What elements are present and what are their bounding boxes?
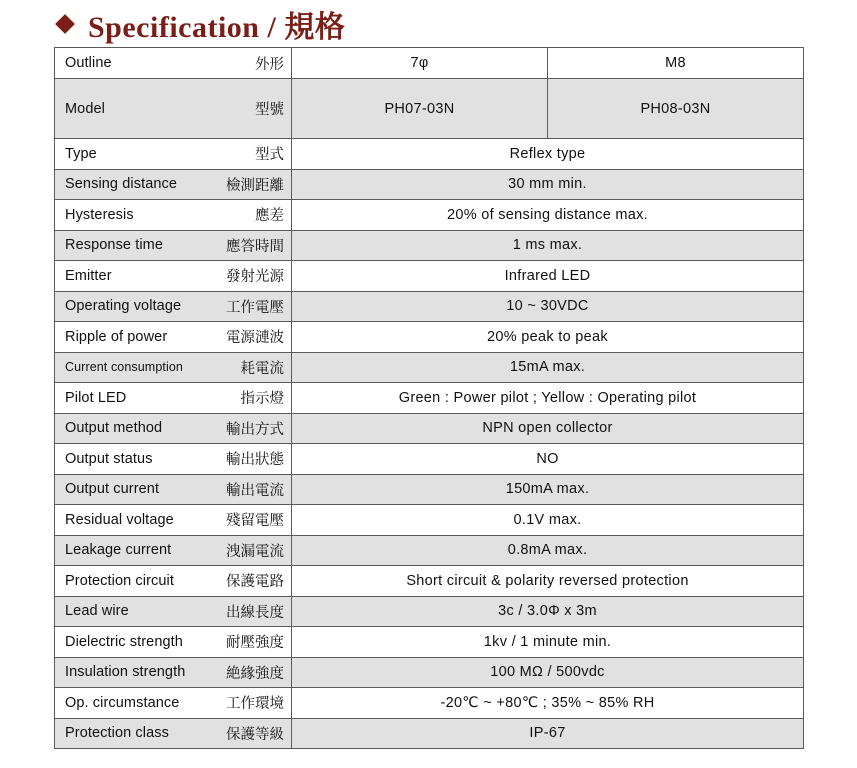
- row-label: [55, 322, 292, 353]
- row-label: [55, 200, 292, 231]
- row-label: [55, 535, 292, 566]
- row-label: [55, 627, 292, 658]
- label-zh: 電源漣波: [226, 330, 284, 347]
- table-row: [55, 230, 804, 261]
- row-label: [55, 566, 292, 597]
- table-row: [55, 627, 804, 658]
- row-value: -20℃ ~ +80℃ ; 35% ~ 85% RH: [292, 688, 804, 719]
- row-label: [55, 291, 292, 322]
- outline-col-1: 7φ: [292, 48, 548, 79]
- row-value: Green : Power pilot ; Yellow : Operating pilot: [292, 383, 804, 414]
- label-zh: 發射光源: [226, 269, 284, 286]
- row-label: [55, 169, 292, 200]
- label-zh: 輸出方式: [226, 421, 284, 438]
- label-en: Residual voltage: [65, 511, 174, 528]
- label-zh: 保護等級: [226, 726, 284, 743]
- label-en: Output current: [65, 481, 160, 498]
- row-label: [55, 596, 292, 627]
- label-zh: 工作電壓: [226, 299, 284, 316]
- label-zh: 耗電流: [240, 360, 284, 377]
- heading-separator: /: [259, 11, 285, 44]
- label-zh: 耐壓強度: [226, 635, 284, 652]
- row-value: 3c / 3.0Φ x 3m: [292, 596, 804, 627]
- label-en: Lead wire: [65, 603, 129, 620]
- label-zh: 型號: [255, 102, 284, 118]
- label-zh: 型式: [255, 147, 284, 164]
- table-row: [55, 413, 804, 444]
- row-value: 30 mm min.: [292, 169, 804, 200]
- row-label: [55, 383, 292, 414]
- label-en: Pilot LED: [65, 389, 127, 406]
- row-value: Infrared LED: [292, 261, 804, 292]
- table-row: [55, 566, 804, 597]
- label-zh: 應差: [255, 208, 284, 225]
- model-col-2: PH08-03N: [548, 79, 804, 139]
- label-zh: 輸出電流: [226, 482, 284, 499]
- row-value: 1kv / 1 minute min.: [292, 627, 804, 658]
- table-row: [55, 352, 804, 383]
- heading-title-zh: 規格: [284, 11, 346, 44]
- row-value: 15mA max.: [292, 352, 804, 383]
- row-value: 1 ms max.: [292, 230, 804, 261]
- label-en: Operating voltage: [65, 298, 182, 315]
- label-en: Dielectric strength: [65, 633, 183, 650]
- row-label: [55, 79, 292, 139]
- row-label: [55, 261, 292, 292]
- row-value: IP-67: [292, 718, 804, 749]
- label-en: Type: [65, 145, 97, 162]
- label-zh: 指示燈: [240, 391, 284, 408]
- label-zh: 工作環境: [226, 696, 284, 713]
- table-row: [55, 261, 804, 292]
- row-label: [55, 139, 292, 170]
- heading-title-en: Specification: [88, 11, 260, 44]
- row-label: [55, 230, 292, 261]
- outline-col-2: M8: [548, 48, 804, 79]
- label-zh: 應答時間: [226, 238, 284, 255]
- specification-table: [54, 47, 804, 749]
- label-en: Leakage current: [65, 542, 172, 559]
- row-label: [55, 657, 292, 688]
- label-en: Insulation strength: [65, 664, 186, 681]
- table-row: [55, 291, 804, 322]
- label-zh: 保護電路: [226, 574, 284, 591]
- table-row: [55, 383, 804, 414]
- table-row: [55, 505, 804, 536]
- label-en: Protection class: [65, 725, 169, 742]
- label-en: Model: [65, 100, 105, 117]
- row-value: 20% peak to peak: [292, 322, 804, 353]
- row-label: [55, 352, 292, 383]
- row-value: Reflex type: [292, 139, 804, 170]
- label-en: Output status: [65, 450, 153, 467]
- table-row-outline: [55, 48, 804, 79]
- row-value: 0.8mA max.: [292, 535, 804, 566]
- diamond-bullet-icon: [55, 14, 75, 34]
- label-en: Sensing distance: [65, 176, 178, 193]
- row-label: [55, 505, 292, 536]
- row-label: [55, 718, 292, 749]
- label-zh: 洩漏電流: [226, 543, 284, 560]
- label-en: Ripple of power: [65, 328, 168, 345]
- row-label: [55, 48, 292, 79]
- table-row: [55, 200, 804, 231]
- row-value: 20% of sensing distance max.: [292, 200, 804, 231]
- table-row: [55, 322, 804, 353]
- label-zh: 殘留電壓: [226, 513, 284, 530]
- model-col-1: PH07-03N: [292, 79, 548, 139]
- label-en: Emitter: [65, 267, 112, 284]
- table-row: [55, 596, 804, 627]
- label-en: Output method: [65, 420, 163, 437]
- table-row: [55, 474, 804, 505]
- row-label: [55, 413, 292, 444]
- row-value: Short circuit & polarity reversed protection: [292, 566, 804, 597]
- label-en: Outline: [65, 55, 112, 71]
- table-row: [55, 657, 804, 688]
- label-zh: 檢測距離: [226, 177, 284, 194]
- label-zh: 外形: [255, 56, 284, 73]
- table-row: [55, 444, 804, 475]
- label-zh: 輸出狀態: [226, 452, 284, 469]
- section-heading: [56, 4, 345, 44]
- label-zh: 絶緣強度: [226, 665, 284, 682]
- label-en: Hysteresis: [65, 206, 134, 223]
- row-value: 100 MΩ / 500vdc: [292, 657, 804, 688]
- table-row: [55, 139, 804, 170]
- row-value: 10 ~ 30VDC: [292, 291, 804, 322]
- label-zh: 出線長度: [226, 604, 284, 621]
- heading-text: [88, 2, 345, 46]
- label-en: Op. circumstance: [65, 694, 180, 711]
- row-value: NO: [292, 444, 804, 475]
- row-value: 0.1V max.: [292, 505, 804, 536]
- label-en: Current consumption: [65, 360, 183, 375]
- table-row-model: [55, 79, 804, 139]
- table-row: [55, 535, 804, 566]
- row-label: [55, 444, 292, 475]
- table-row: [55, 688, 804, 719]
- row-label: [55, 474, 292, 505]
- label-en: Protection circuit: [65, 572, 174, 589]
- row-value: 150mA max.: [292, 474, 804, 505]
- table-row: [55, 718, 804, 749]
- row-value: NPN open collector: [292, 413, 804, 444]
- label-en: Response time: [65, 237, 164, 254]
- row-label: [55, 688, 292, 719]
- table-row: [55, 169, 804, 200]
